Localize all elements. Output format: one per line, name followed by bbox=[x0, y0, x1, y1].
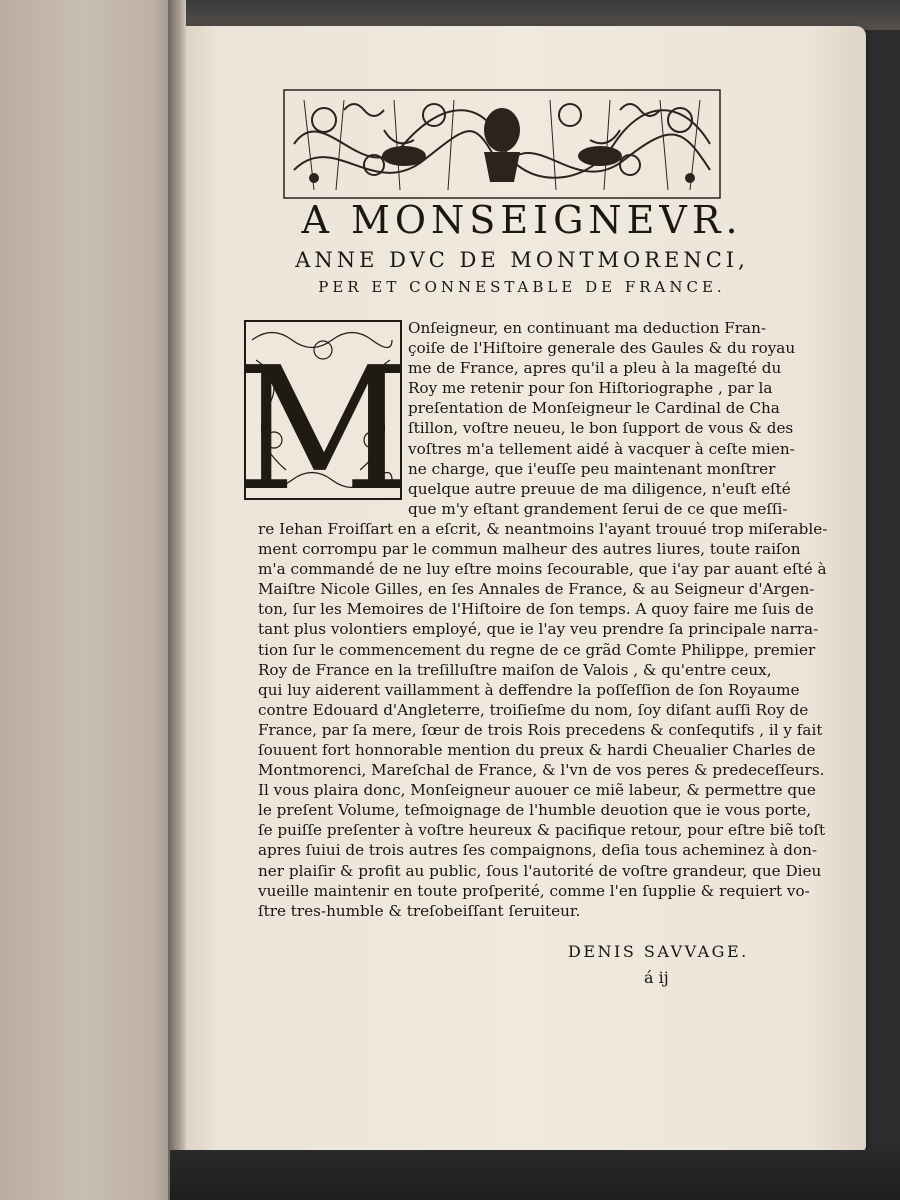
dedicatee-name: ANNE DVC DE MONTMORENCI, bbox=[295, 248, 749, 272]
text-line: Maiſtre Nicole Gilles, en ſes Annales de France, & au Seigneur d'Argen- bbox=[258, 580, 815, 599]
text-line: apres ſuiui de trois autres ſes compaignons, deſia tous acheminez à don- bbox=[258, 841, 818, 860]
page-title: A MONSEIGNEVR. bbox=[301, 198, 743, 242]
text-line: m'a commandé de ne luy eſtre moins ſecourable, que i'ay par auant eſté à bbox=[258, 560, 827, 579]
text-line: que m'y eſtant grandement ſerui de ce que meſſi- bbox=[408, 499, 788, 518]
dedicatee-title: PER ET CONNESTABLE DE FRANCE. bbox=[318, 278, 726, 296]
text-line: ner plaiſir & profit au public, ſous l'autorité de voſtre grandeur, que Dieu bbox=[258, 861, 822, 880]
text-line: qui luy aiderent vaillamment à deffendre la poſſeſſion de ſon Royaume bbox=[258, 680, 800, 699]
text-line: Roy de France en la treſilluſtre maiſon de Valois , & qu'entre ceux, bbox=[258, 660, 772, 679]
text-line: voſtres m'a tellement aidé à vacquer à ceſte mien- bbox=[408, 439, 795, 458]
book-gutter bbox=[168, 0, 186, 1200]
signature: DENIS SAVVAGE. bbox=[568, 942, 749, 961]
dedication-text bbox=[258, 318, 828, 921]
text-line: me de France, apres qu'il a pleu à la mageſté du bbox=[408, 359, 782, 378]
signature-mark: á ij bbox=[644, 968, 669, 987]
ornamental-headpiece bbox=[284, 90, 720, 198]
left-page bbox=[0, 0, 182, 1200]
background-bottom bbox=[170, 1150, 900, 1200]
text-line: vueille maintenir en toute proſperité, comme l'en ſupplie & requiert vo- bbox=[258, 881, 810, 900]
text-line: Onſeigneur, en continuant ma deduction Fran- bbox=[408, 319, 767, 337]
text-line: ſe puiſſe preſenter à voſtre heureux & pacifique retour, pour eſtre biẽ toſt bbox=[258, 821, 826, 840]
text-line: France, par ſa mere, ſœur de trois Rois precedens & conſequtifs , il y fait bbox=[258, 720, 823, 739]
text-line: contre Edouard d'Angleterre, troiſieſme du nom, ſoy diſant auſſi Roy de bbox=[258, 700, 809, 719]
text-line: le preſent Volume, teſmoignage de l'humble deuotion que ie vous porte, bbox=[258, 801, 812, 820]
text-line: çoiſe de l'Hiſtoire generale des Gaules & du royau bbox=[408, 339, 796, 358]
text-line: Roy me retenir pour ſon Hiſtoriographe , par la bbox=[408, 379, 773, 398]
initial-letter: M bbox=[235, 331, 411, 529]
text-line: quelque autre preuue de ma diligence, n'euſt eſté bbox=[408, 479, 791, 498]
text-line: Montmorenci, Mareſchal de France, & l'vn de vos peres & predeceſſeurs. bbox=[258, 761, 825, 780]
text-line: ſtillon, voſtre neueu, le bon ſupport de vous & des bbox=[408, 419, 794, 438]
text-line: preſentation de Monſeigneur le Cardinal de Cha bbox=[408, 399, 780, 418]
text-line: ſtre tres-humble & treſobeiſſant ſeruiteur. bbox=[258, 901, 581, 920]
text-line: ton, ſur les Memoires de l'Hiſtoire de ſon temps. A quoy faire me ſuis de bbox=[258, 600, 814, 619]
text-line: tant plus volontiers employé, que ie l'ay veu prendre ſa principale narra- bbox=[258, 620, 819, 639]
text-line: ment corrompu par le commun malheur des autres liures, toute raiſon bbox=[258, 540, 801, 559]
text-line: Il vous plaira donc, Monſeigneur auouer ce miẽ labeur, & permettre que bbox=[258, 781, 816, 800]
text-line: re Iehan Froiſſart en a eſcrit, & neantmoins l'ayant trouué trop miſerable- bbox=[258, 519, 828, 538]
text-line: ne charge, que i'euſſe peu maintenant monſtrer bbox=[408, 459, 776, 478]
text-line: tion ſur le commencement du regne de ce grãd Comte Philippe, premier bbox=[258, 640, 816, 659]
text-line: ſouuent fort honnorable mention du preux & hardi Cheualier Charles de bbox=[258, 740, 816, 759]
